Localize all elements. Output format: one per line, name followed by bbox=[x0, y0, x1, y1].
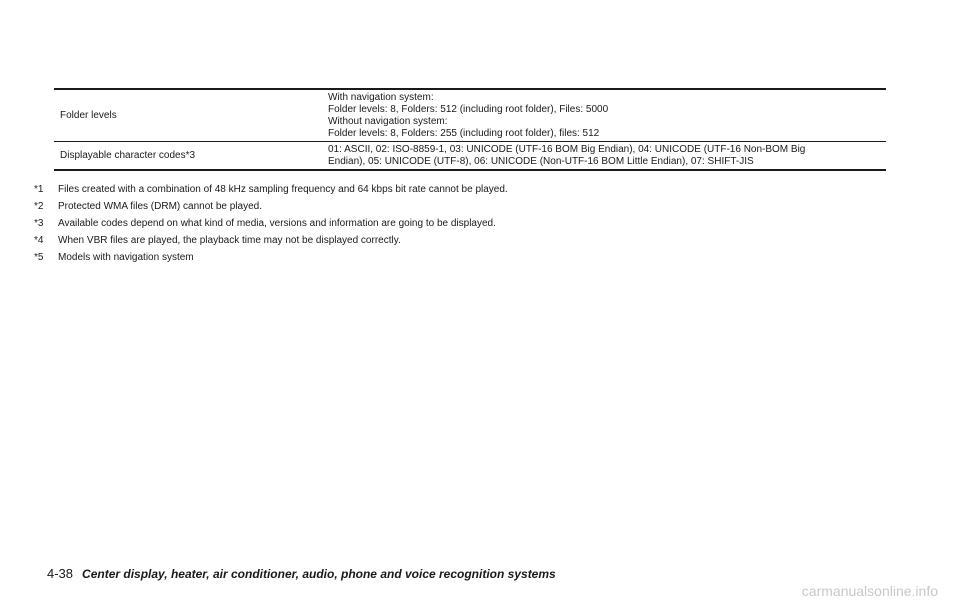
value-line: Folder levels: 8, Folders: 512 (including root folder), Files: 5000 bbox=[328, 104, 609, 115]
footnote-text: Models with navigation system bbox=[58, 252, 194, 263]
row-value bbox=[322, 89, 886, 142]
row-value bbox=[322, 142, 886, 171]
page-number: 4-38 bbox=[47, 566, 74, 581]
value-line: Endian), 05: UNICODE (UTF-8), 06: UNICODE (Non-UTF-16 BOM Little Endian), 07: SHIFT-JIS bbox=[328, 156, 754, 167]
footnote-item bbox=[34, 181, 508, 198]
spec-table bbox=[54, 88, 886, 171]
footnote-text: Files created with a combination of 48 kHz sampling frequency and 64 kbps bit rate cannot be played. bbox=[58, 184, 508, 195]
row-label: Folder levels bbox=[60, 110, 117, 121]
footnote-item bbox=[34, 198, 508, 215]
table-row-character-codes bbox=[54, 142, 886, 171]
value-line: Folder levels: 8, Folders: 255 (including root folder), files: 512 bbox=[328, 128, 600, 139]
table-row-folder-levels bbox=[54, 89, 886, 142]
footnotes-list bbox=[34, 181, 508, 266]
value-line: With navigation system: bbox=[328, 92, 434, 103]
footnote-mark: *1 bbox=[34, 184, 44, 195]
value-line: 01: ASCII, 02: ISO-8859-1, 03: UNICODE (UTF-16 BOM Big Endian), 04: UNICODE (UTF-16 Non-BOM Big bbox=[328, 144, 806, 155]
footnote-mark: *3 bbox=[34, 218, 44, 229]
watermark: carmanualsonline.info bbox=[801, 583, 938, 599]
footnote-mark: *4 bbox=[34, 235, 44, 246]
footnote-mark: *2 bbox=[34, 201, 44, 212]
page-footer bbox=[47, 566, 556, 581]
footnote-item bbox=[34, 232, 508, 249]
value-line: Without navigation system: bbox=[328, 116, 448, 127]
footnote-text: Protected WMA files (DRM) cannot be played. bbox=[58, 201, 262, 212]
footnote-item bbox=[34, 215, 508, 232]
footnote-mark: *5 bbox=[34, 252, 44, 263]
row-label: Displayable character codes*3 bbox=[54, 142, 322, 171]
footnote-text: When VBR files are played, the playback time may not be displayed correctly. bbox=[58, 235, 401, 246]
section-title: Center display, heater, air conditioner, audio, phone and voice recognition systems bbox=[82, 567, 556, 581]
footnote-text: Available codes depend on what kind of media, versions and information are going to be displayed. bbox=[58, 218, 496, 229]
footnote-item bbox=[34, 249, 508, 266]
